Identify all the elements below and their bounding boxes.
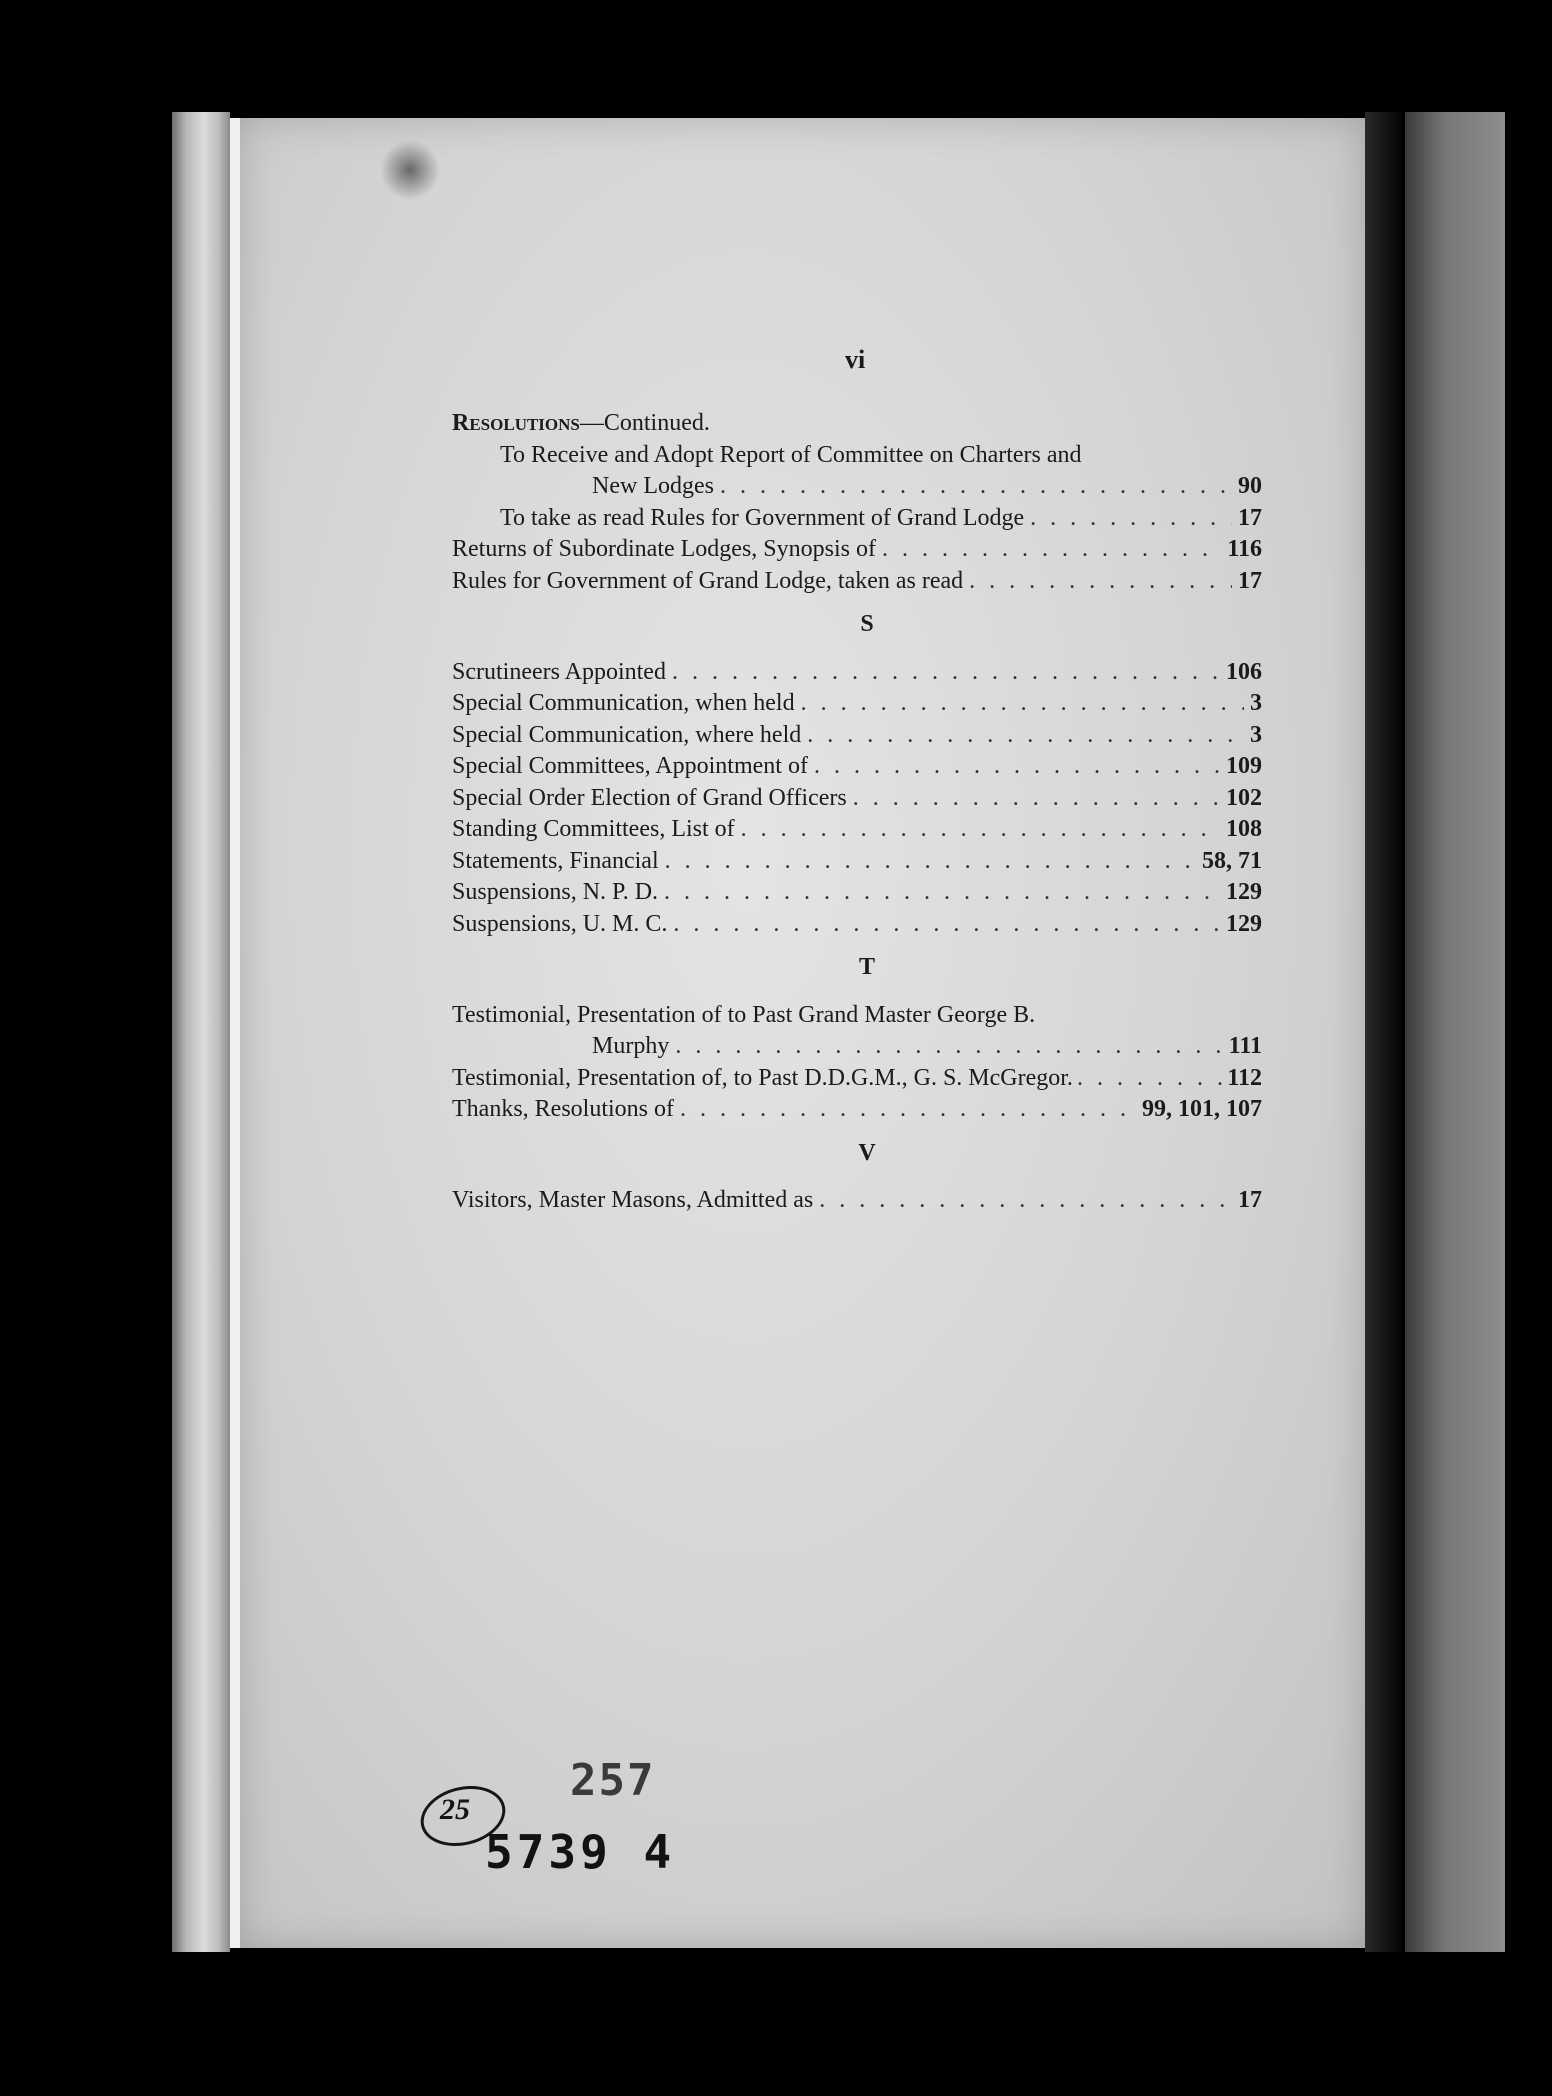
index-entry bbox=[452, 1185, 1262, 1217]
index-entry-label: Testimonial, Presentation of, to Past D.D.G.M., G. S. McGregor. bbox=[452, 1064, 1073, 1091]
index-entry-page: 3 bbox=[1250, 721, 1262, 748]
dot-leader bbox=[673, 909, 1220, 941]
book-page-edge-inner bbox=[230, 118, 240, 1948]
index-entry-page: 112 bbox=[1227, 1064, 1262, 1091]
index-entry bbox=[452, 877, 1262, 909]
index-entry-label: Standing Committees, List of bbox=[452, 816, 735, 842]
index-entry bbox=[452, 720, 1262, 752]
index-entry bbox=[452, 688, 1262, 720]
index-entry-page: 90 bbox=[1238, 473, 1262, 499]
stamp-bottom-number: 5739 4 bbox=[485, 1825, 676, 1879]
index-entry-label: Suspensions, N. P. D. bbox=[452, 879, 659, 905]
dot-leader bbox=[807, 720, 1244, 752]
dot-leader bbox=[819, 1185, 1232, 1217]
dot-leader bbox=[853, 783, 1220, 815]
section-letter-t: T bbox=[858, 954, 875, 980]
dot-leader bbox=[720, 471, 1232, 503]
index-entry bbox=[452, 1031, 1262, 1063]
index-entry-label: Returns of Subordinate Lodges, Synopsis of bbox=[452, 536, 876, 562]
index-entry bbox=[452, 1094, 1262, 1126]
index-entry bbox=[452, 909, 1262, 941]
index-entry-page: 106 bbox=[1226, 658, 1262, 685]
index-entry bbox=[452, 783, 1262, 815]
facing-page-edge bbox=[1405, 112, 1505, 1952]
dot-leader bbox=[969, 566, 1232, 598]
section-letter-v: V bbox=[858, 1139, 876, 1166]
dot-leader bbox=[1077, 1063, 1223, 1095]
index-entry bbox=[452, 566, 1262, 598]
index-entry bbox=[452, 534, 1262, 566]
resolutions-heading-label: Resolutions bbox=[452, 410, 580, 436]
index-entry-page: 102 bbox=[1226, 784, 1262, 811]
dot-leader bbox=[664, 877, 1220, 909]
index-entry-label: Murphy bbox=[592, 1033, 670, 1059]
index-entry-label: Visitors, Master Masons, Admitted as bbox=[452, 1187, 814, 1213]
index-entry-page: 108 bbox=[1226, 816, 1262, 842]
index-entry bbox=[452, 503, 1262, 535]
index-entry-label: Special Communication, when held bbox=[452, 690, 795, 716]
page-number: vi bbox=[845, 345, 866, 374]
dot-leader bbox=[672, 657, 1220, 689]
resolutions-heading-suffix: —Continued. bbox=[579, 410, 710, 436]
index-entry-label: Thanks, Resolutions of bbox=[452, 1096, 674, 1122]
index-entry bbox=[452, 814, 1262, 846]
index-entry-page: 109 bbox=[1226, 753, 1262, 779]
stamp-circled-number: 25 bbox=[440, 1793, 470, 1826]
index-entry-label: To take as read Rules for Government of Grand Lodge bbox=[500, 504, 1025, 531]
index-entry bbox=[452, 846, 1262, 878]
dot-leader bbox=[814, 751, 1220, 783]
dot-leader bbox=[741, 814, 1220, 846]
dot-leader bbox=[801, 688, 1244, 720]
index-list bbox=[452, 408, 1262, 1217]
index-entry-page: 3 bbox=[1250, 690, 1262, 716]
dot-leader bbox=[680, 1094, 1136, 1126]
index-entry-label: Statements, Financial bbox=[452, 847, 659, 874]
section-letter-s: S bbox=[860, 611, 874, 637]
index-entry-page: 17 bbox=[1238, 1187, 1262, 1213]
index-entry bbox=[452, 751, 1262, 783]
index-entry-line1: To Receive and Adopt Report of Committee on Charters and bbox=[500, 441, 1082, 468]
index-entry-page: 99, 101, 107 bbox=[1142, 1096, 1262, 1122]
book-page-edge bbox=[172, 112, 230, 1952]
index-entry-page: 17 bbox=[1238, 504, 1262, 531]
index-entry-page: 17 bbox=[1238, 567, 1262, 594]
index-entry-label: Rules for Government of Grand Lodge, taken as read bbox=[452, 567, 964, 594]
dot-leader bbox=[882, 534, 1221, 566]
dot-leader bbox=[675, 1031, 1222, 1063]
dot-leader bbox=[665, 846, 1196, 878]
dot-leader bbox=[1030, 503, 1232, 535]
index-entry-page: 58, 71 bbox=[1202, 847, 1262, 874]
index-entry-page: 116 bbox=[1227, 536, 1262, 562]
index-entry-label: Special Order Election of Grand Officers bbox=[452, 784, 847, 811]
index-entry-label: New Lodges bbox=[592, 473, 714, 499]
ink-smudge bbox=[380, 140, 440, 200]
resolutions-heading bbox=[452, 408, 1262, 440]
index-entry bbox=[452, 471, 1262, 503]
stamp-top-number: 257 bbox=[570, 1755, 656, 1806]
index-entry-line1: Testimonial, Presentation of to Past Grand Master George B. bbox=[452, 1001, 1036, 1028]
index-entry-label: Scrutineers Appointed bbox=[452, 658, 666, 685]
index-entry-label: Special Committees, Appointment of bbox=[452, 753, 808, 779]
index-entry-page: 129 bbox=[1226, 879, 1262, 905]
index-entry-page: 129 bbox=[1226, 910, 1262, 937]
index-entry bbox=[452, 657, 1262, 689]
index-entry bbox=[452, 1063, 1262, 1095]
index-entry-label: Suspensions, U. M. C. bbox=[452, 910, 668, 937]
index-entry-page: 111 bbox=[1228, 1033, 1262, 1059]
book-gutter bbox=[1365, 112, 1405, 1952]
index-entry-label: Special Communication, where held bbox=[452, 721, 802, 748]
